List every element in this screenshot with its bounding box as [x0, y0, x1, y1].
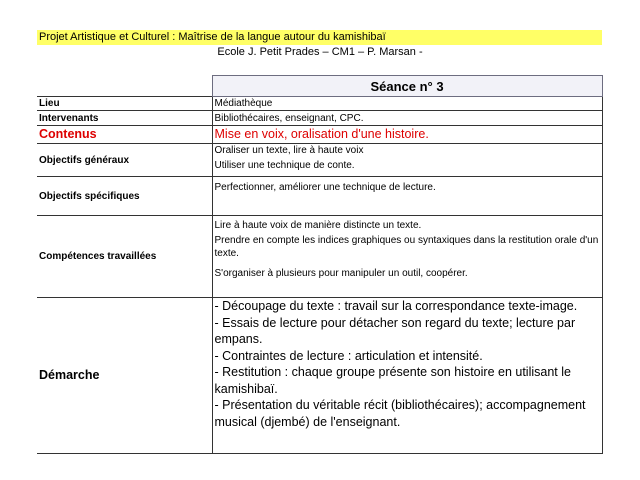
school-subtitle: Ecole J. Petit Prades – CM1 – P. Marsan -: [217, 46, 423, 58]
project-banner: Projet Artistique et Culturel : Maîtrise de la langue autour du kamishibaï: [37, 30, 602, 45]
row-label-objectifs-generaux: Objectifs généraux: [37, 144, 212, 177]
table-row-lieu: [37, 97, 602, 111]
demarche-line: - Découpage du texte : travail sur la correspondance texte-image.: [214, 299, 578, 313]
table-row-competences: [37, 216, 602, 298]
table-row-contenus: [37, 126, 602, 144]
session-table: [37, 75, 603, 454]
row-label-objectifs-specifiques: Objectifs spécifiques: [37, 177, 212, 216]
row-label-demarche: Démarche: [37, 298, 212, 454]
row-value-lieu: Médiathèque: [212, 97, 602, 111]
objectif-specifique-line: Perfectionner, améliorer une technique de lecture.: [214, 182, 436, 193]
objectif-general-line: Oraliser un texte, lire à haute voix: [214, 145, 364, 156]
header-empty-cell: [37, 76, 212, 97]
table-header-row: [37, 76, 602, 97]
row-label-intervenants: Intervenants: [37, 111, 212, 126]
competence-line: Prendre en compte les indices graphiques ou syntaxiques dans la restitution orale d'un texte.: [214, 235, 599, 259]
row-label-contenus: Contenus: [37, 126, 212, 144]
demarche-line: - Essais de lecture pour détacher son regard du texte; lecture par empans.: [214, 315, 576, 346]
row-value-demarche: [212, 298, 602, 454]
demarche-line: - Présentation du véritable récit (bibliothécaires); accompagnement musical (djembé) de l'enseignant.: [214, 398, 586, 429]
competence-line: S'organiser à plusieurs pour manipuler un outil, coopérer.: [214, 268, 468, 279]
row-value-contenus: Mise en voix, oralisation d'une histoire.: [212, 126, 602, 144]
session-title: Séance n° 3: [212, 76, 602, 97]
row-value-competences: [212, 216, 602, 298]
table-row-objectifs-specifiques: [37, 177, 602, 216]
competence-line: Lire à haute voix de manière distincte un texte.: [214, 220, 422, 231]
table-row-demarche: [37, 298, 602, 454]
table-row-intervenants: [37, 111, 602, 126]
row-value-objectifs-specifiques: [212, 177, 602, 216]
demarche-line: - Restitution : chaque groupe présente son histoire en utilisant le kamishibaï.: [214, 365, 571, 396]
row-label-competences: Compétences travaillées: [37, 216, 212, 298]
row-value-intervenants: Bibliothécaires, enseignant, CPC.: [212, 111, 602, 126]
table-row-objectifs-generaux: [37, 144, 602, 177]
objectif-general-line: Utiliser une technique de conte.: [214, 160, 355, 171]
demarche-line: - Contraintes de lecture : articulation et intensité.: [214, 348, 483, 363]
row-label-lieu: Lieu: [37, 97, 212, 111]
row-value-objectifs-generaux: [212, 144, 602, 177]
